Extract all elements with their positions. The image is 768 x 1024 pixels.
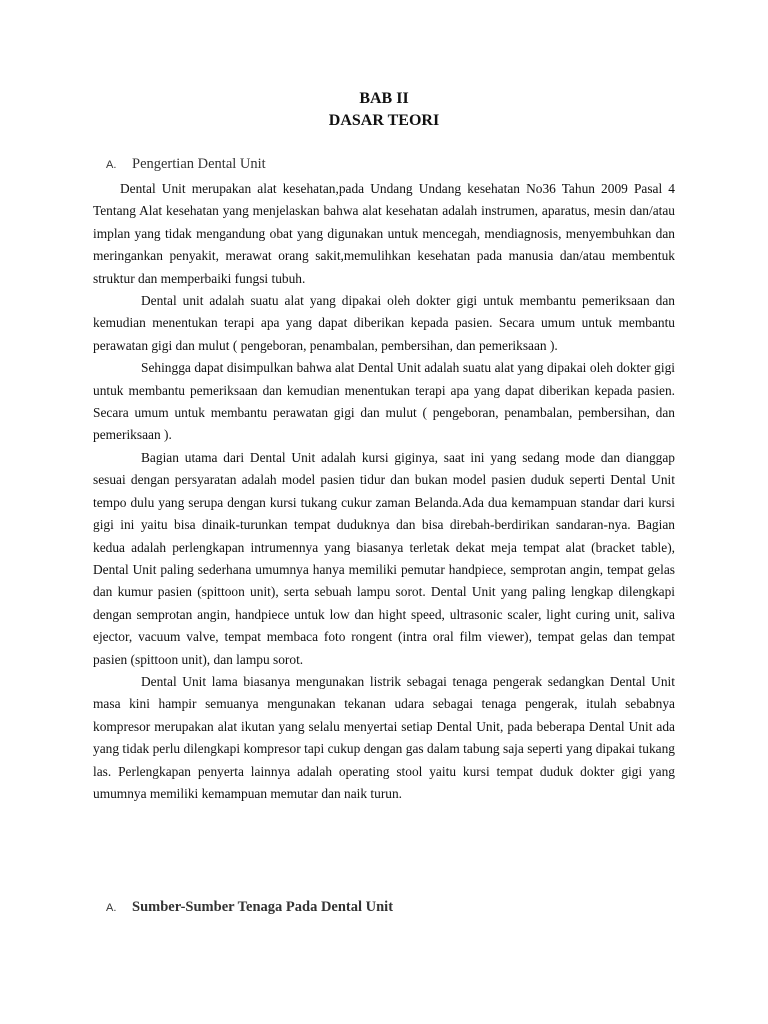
- paragraph-1: Dental Unit merupakan alat kesehatan,pada Undang Undang kesehatan No36 Tahun 2009 Pasal 4 Tentang Alat kesehatan yang menjelaskan bahwa alat kesehatan adalah instrumen, aparatus, mesin dan/atau implan yang tidak mengandung obat yang digunakan untuk mencegah, mendiagnosis, menyembuhkan dan meringankan penyakit, merawat orang sakit,memulihkan kesehatan pada manusia dan/atau membentuk struktur dan memperbaiki fungsi tubuh.: [93, 181, 675, 286]
- section-heading-pengertian: [106, 154, 266, 175]
- chapter-heading: [0, 88, 768, 132]
- paragraph-2: Dental unit adalah suatu alat yang dipakai oleh dokter gigi untuk membantu pemeriksaan dan kemudian menentukan terapi apa yang dapat diberikan kepada pasien. Secara umum untuk membantu perawatan gigi dan mulut ( pengeboran, penambalan, pembersihan, dan pemeriksaan ).: [93, 293, 675, 353]
- section-title: Pengertian Dental Unit: [132, 156, 266, 172]
- paragraph-4: Bagian utama dari Dental Unit adalah kursi giginya, saat ini yang sedang mode dan dianggap sesuai dengan persyaratan adalah model pasien tidur dan bukan model pasien duduk seperti Dental Unit tempo dulu yang serupa dengan kursi tukang cukur zaman Belanda.Ada dua kemampuan standar dari kursi gigi ini yaitu bisa dinaik-turunkan tempat duduknya dan bisa direbah-berdirikan sandaran-nya. Bagian kedua adalah perlengkapan intrumennya yang biasanya terletak dekat meja tempat alat (bracket table), Dental Unit paling sederhana umumnya hanya memiliki pemutar handpiece, semprotan angin, tempat gelas dan kumur pasien (spittoon unit), serta sebuah lampu sorot. Dental Unit yang paling lengkap dilengkapi dengan semprotan angin, handpiece untuk low dan hight speed, ultrasonic scaler, light curing unit, saliva ejector, vacuum valve, tempat membaca foto rongent (intra oral film viewer), tempat gelas dan tempat pasien (spittoon unit), dan lampu sorot.: [93, 449, 675, 667]
- section-heading-sumber-tenaga: [106, 897, 393, 918]
- section-marker: A.: [106, 159, 117, 171]
- chapter-title: DASAR TEORI: [328, 112, 440, 129]
- section-marker: A.: [106, 902, 117, 914]
- paragraph-5: Dental Unit lama biasanya mengunakan listrik sebagai tenaga pengerak sedangkan Dental Unit masa kini hampir semuanya mengunakan tekanan udara sebagai tenaga pengerak, itulah sebabnya kompresor merupakan alat ikutan yang selalu menyertai setiap Dental Unit, pada beberapa Dental Unit ada yang tidak perlu dilengkapi kompresor tapi cukup dengan gas dalam tabung saja seperti yang dipakai tukang las. Perlengkapan penyerta lainnya adalah operating stool yaitu kursi tempat duduk dokter gigi yang umumnya memiliki kemampuan memutar dan naik turun.: [93, 673, 675, 801]
- chapter-number: BAB II: [359, 90, 409, 107]
- body-text: [93, 178, 675, 805]
- paragraph-3: Sehingga dapat disimpulkan bahwa alat Dental Unit adalah suatu alat yang dipakai oleh dokter gigi untuk membantu pemeriksaan dan kemudian menentukan terapi apa yang dapat diberikan kepada pasien. Secara umum untuk membantu perawatan gigi dan mulut ( pengeboran, penambalan, pembersihan, dan pemeriksaan ).: [93, 360, 675, 443]
- section-title: Sumber-Sumber Tenaga Pada Dental Unit: [132, 899, 394, 915]
